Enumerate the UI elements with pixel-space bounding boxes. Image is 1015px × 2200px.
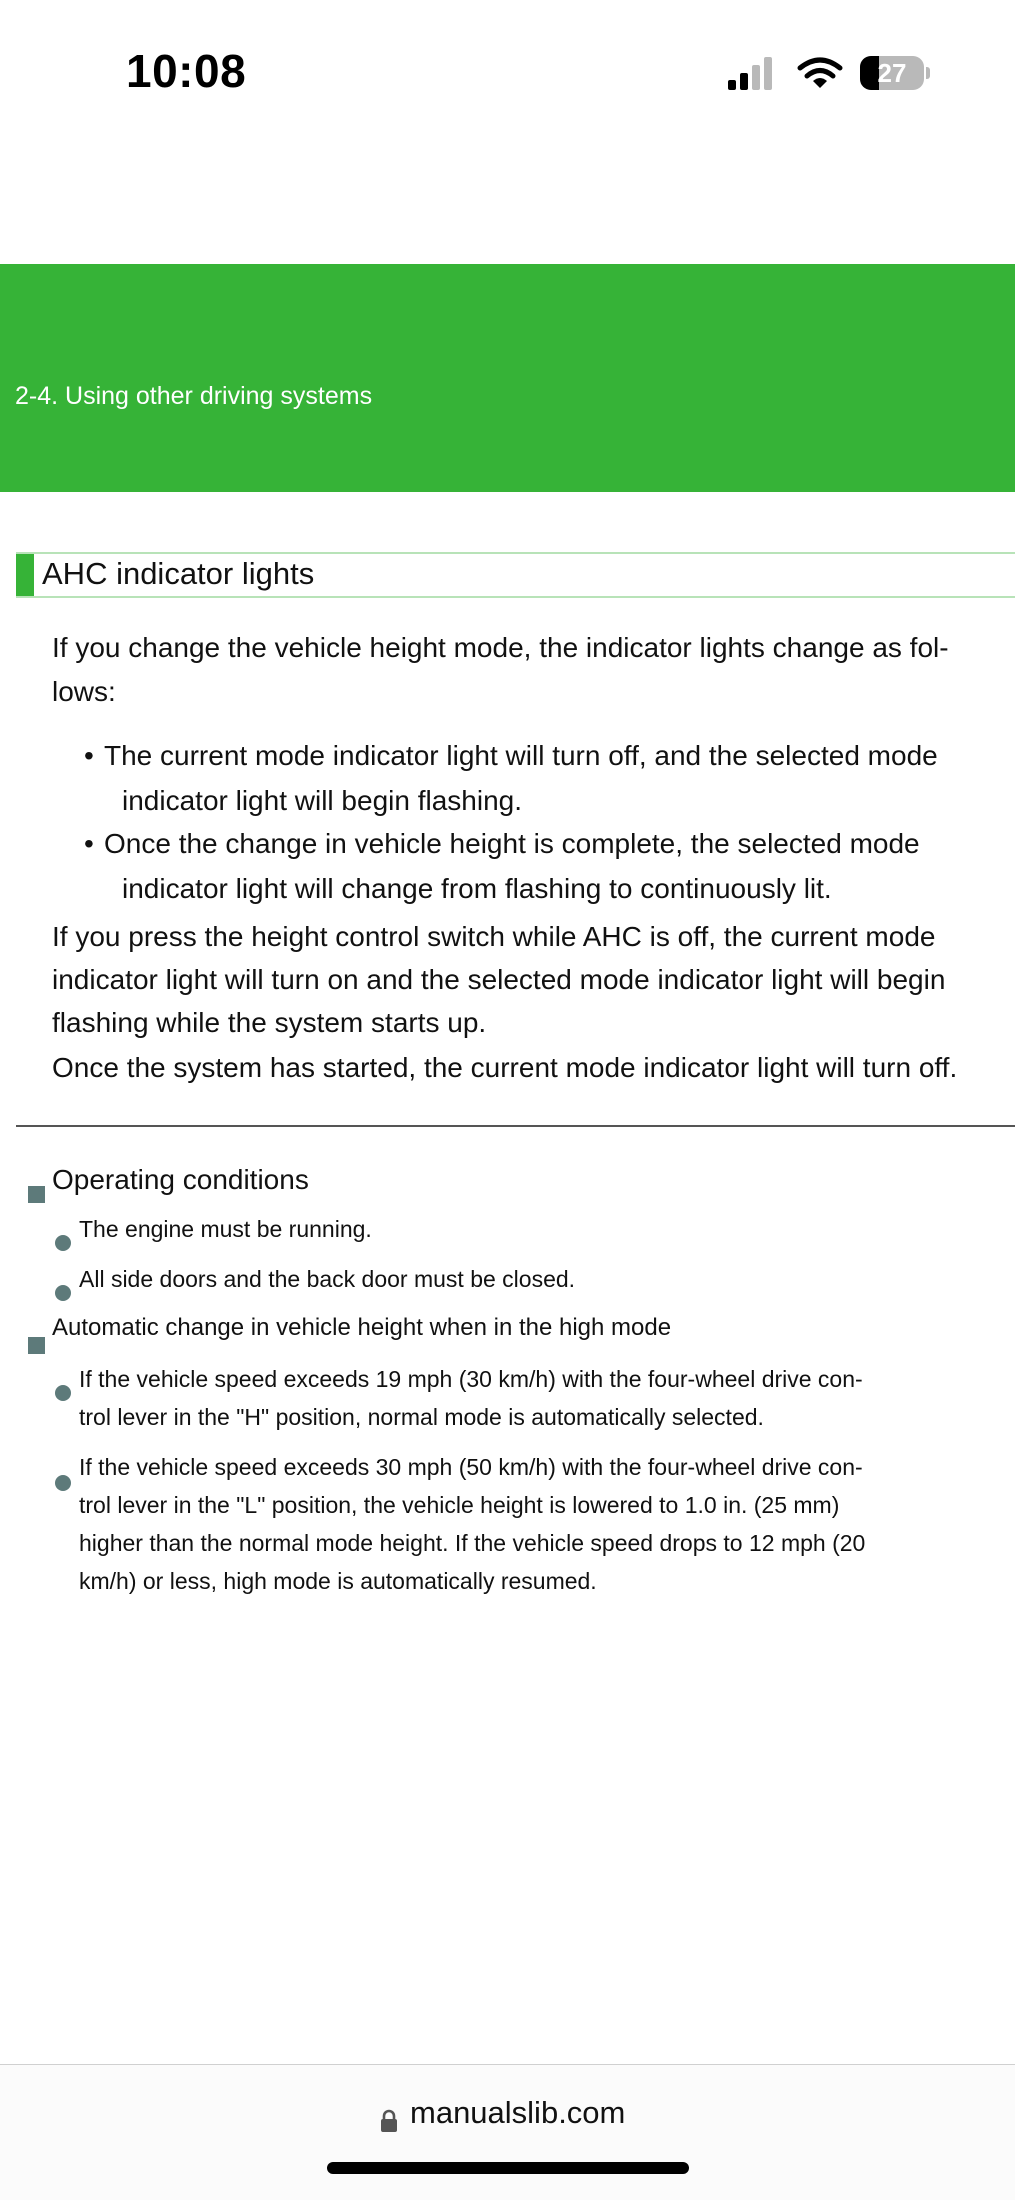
square-bullet-icon — [28, 1337, 45, 1354]
title-accent-bar — [16, 554, 34, 596]
wifi-icon — [796, 56, 844, 92]
automatic-change-item — [79, 1448, 865, 1600]
battery-icon — [860, 56, 924, 90]
lock-icon — [380, 2109, 398, 2133]
press-line: flashing while the system starts up. — [52, 1007, 487, 1038]
item-line: trol lever in the "L" position, the vehicle height is lowered to 1.0 in. (25 mm) — [79, 1492, 840, 1518]
home-indicator[interactable] — [327, 2162, 689, 2174]
press-line: indicator light will turn on and the selected mode indicator light will begin — [52, 964, 946, 995]
condition-item: All side doors and the back door must be closed. — [79, 1266, 576, 1292]
battery-level: 27 — [877, 58, 907, 88]
bullet-item — [84, 821, 984, 911]
item-line: If the vehicle speed exceeds 19 mph (30 km/h) with the four-wheel drive con- — [79, 1366, 863, 1392]
condition-item: The engine must be running. — [79, 1216, 372, 1242]
url-domain[interactable]: manualslib.com — [410, 2095, 626, 2130]
section-label: 2-4. Using other driving systems — [15, 382, 373, 410]
operating-conditions-heading: Operating conditions — [52, 1164, 309, 1195]
round-bullet-icon — [55, 1475, 71, 1491]
bullet-symbol: • — [84, 740, 94, 771]
bullet-line: indicator light will change from flashing to continuously lit. — [122, 873, 832, 904]
automatic-change-heading: Automatic change in vehicle height when in the high mode — [52, 1314, 672, 1341]
bullet-symbol: • — [84, 828, 94, 859]
automatic-change-item — [79, 1360, 863, 1436]
square-bullet-icon — [28, 1186, 45, 1203]
round-bullet-icon — [55, 1385, 71, 1401]
bullet-line: Once the change in vehicle height is complete, the selected mode — [104, 828, 920, 859]
bullet-text — [84, 733, 984, 823]
divider — [16, 1125, 1015, 1127]
item-line: If the vehicle speed exceeds 30 mph (50 km/h) with the four-wheel drive con- — [79, 1454, 863, 1480]
press-line: If you press the height control switch while AHC is off, the current mode — [52, 921, 936, 952]
bullet-item — [84, 733, 984, 823]
intro-line: If you change the vehicle height mode, the indicator lights change as fol- — [52, 632, 949, 663]
bullet-text — [84, 821, 984, 911]
item-line: higher than the normal mode height. If the vehicle speed drops to 12 mph (20 — [79, 1530, 866, 1556]
intro-paragraph — [52, 626, 982, 714]
section-header — [0, 264, 1015, 492]
bullet-line: indicator light will begin flashing. — [122, 785, 522, 816]
section-title-box — [16, 552, 1015, 598]
press-paragraph — [52, 915, 982, 1044]
page-title: AHC indicator lights — [42, 556, 315, 591]
item-line: trol lever in the "H" position, normal mode is automatically selected. — [79, 1404, 764, 1430]
round-bullet-icon — [55, 1285, 71, 1301]
intro-line: lows: — [52, 676, 116, 707]
bullet-line: The current mode indicator light will turn off, and the selected mode — [104, 740, 938, 771]
round-bullet-icon — [55, 1235, 71, 1251]
status-time: 10:08 — [126, 45, 247, 97]
browser-url-bar[interactable] — [0, 2064, 1015, 2200]
item-line: km/h) or less, high mode is automatically resumed. — [79, 1568, 597, 1594]
started-paragraph: Once the system has started, the current mode indicator light will turn off. — [52, 1052, 958, 1083]
cellular-signal-icon — [726, 56, 778, 92]
